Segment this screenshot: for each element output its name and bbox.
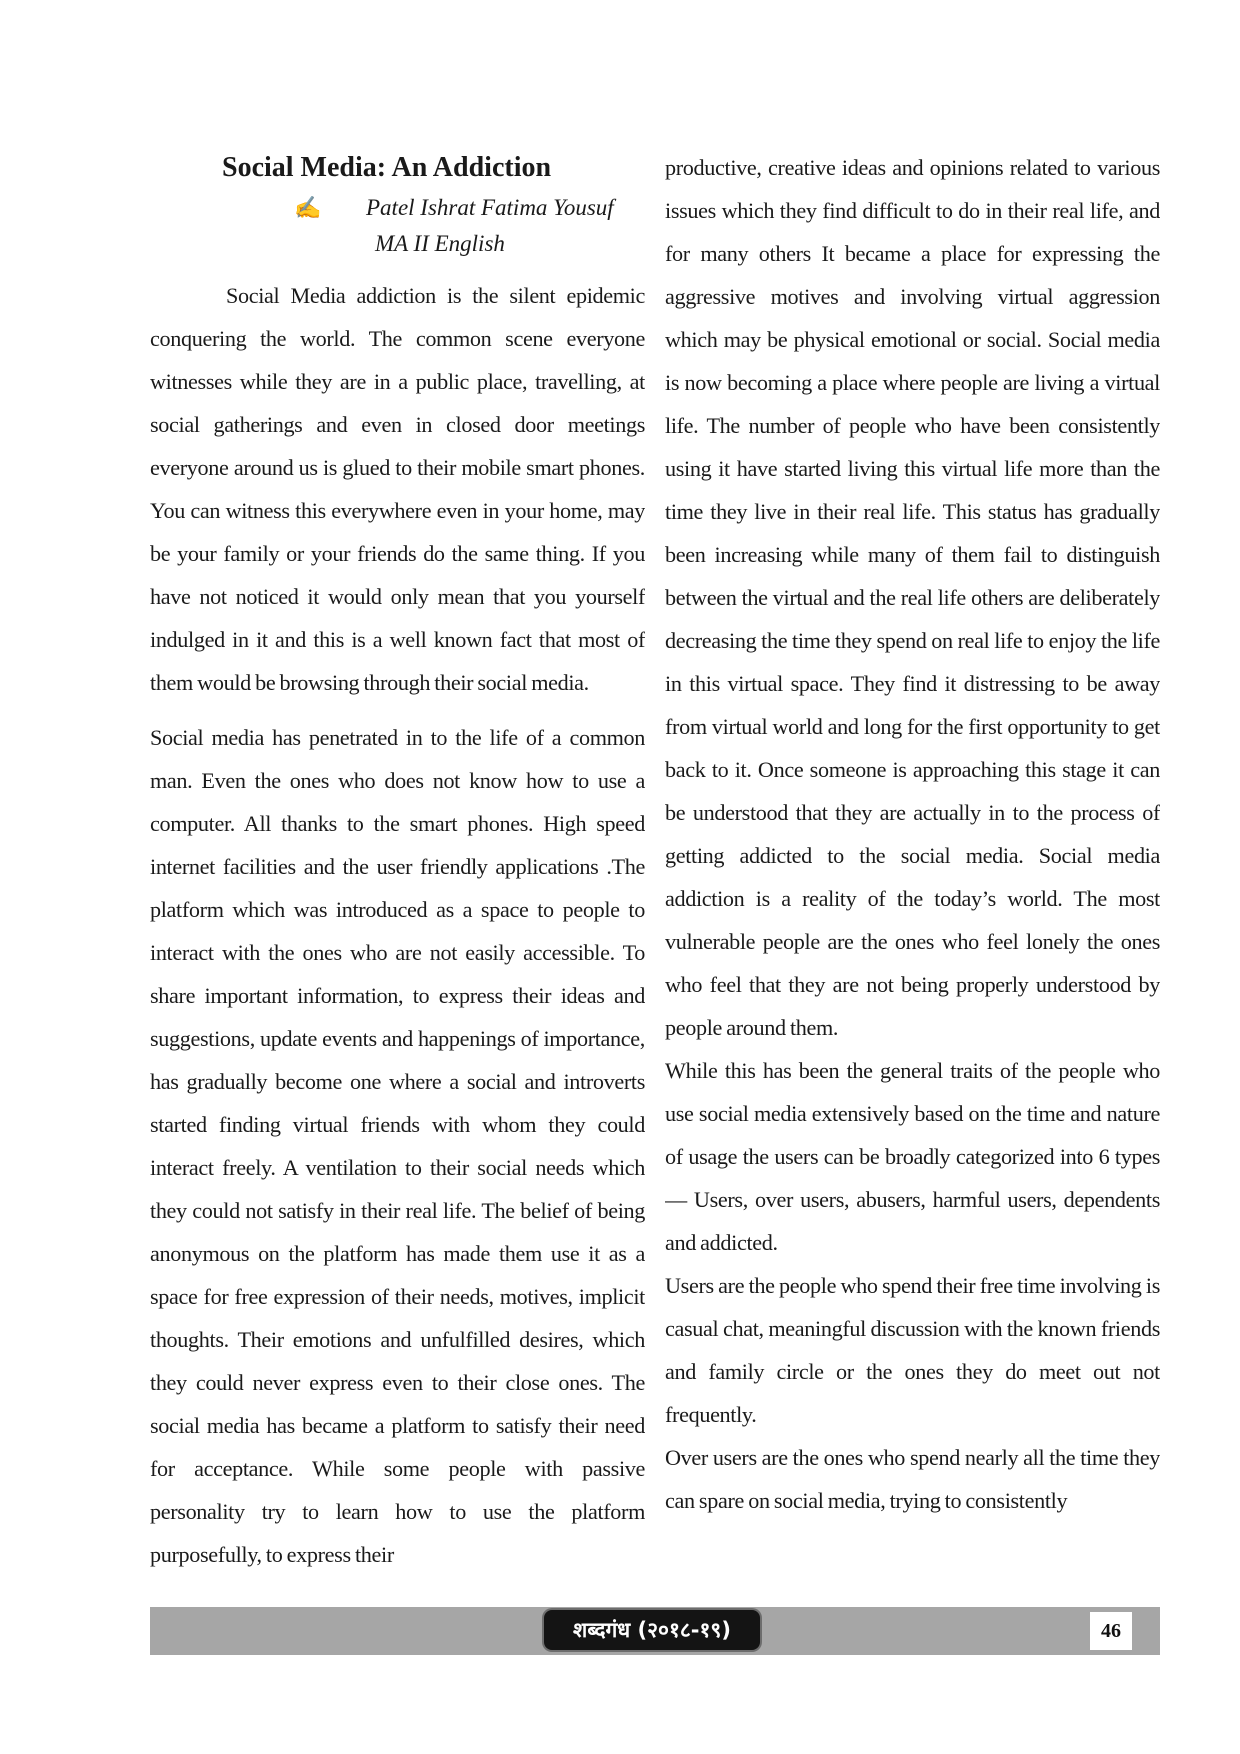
footer-bar [150,1607,1160,1655]
author-name: Patel Ishrat Fatima Yousuf [366,195,614,220]
paragraph: Over users are the ones who spend nearly all the time they can spare on social media, trying to consistently [665,1445,1160,1513]
author-course: MA II English [375,231,505,256]
writing-hand-icon: ✍ [294,195,322,220]
page-number: 46 [1090,1612,1132,1650]
paragraph: Users are the people who spend their free time involving is casual chat, meaningful discussion with the known friends and family circle or the ones they do meet out not frequently. [665,1273,1160,1427]
paragraph: productive, creative ideas and opinions related to various issues which they find difficult to do in their real life, and for many others It became a place for expressing the aggressive motives and involving virtual aggression which may be physical emotional or social. Social media is now becoming a place where people are living a virtual life. The number of people who have been consistently using it have started living this virtual life more than the time they live in their real life. This status has gradually been increasing while many of them fail to distinguish between the virtual and the real life others are deliberately decreasing the time they spend on real life to enjoy the life in this virtual space. They find it distressing to be away from virtual world and long for the first opportunity to get back to it. Once someone is approaching this stage it can be understood that they are actually in to the process of getting addicted to the social media. Social media addiction is a reality of the today’s world. The most vulnerable people are the ones who feel lonely the ones who feel that they are not being properly understood by people around them. [665,155,1160,1040]
journal-name-badge: शब्दगंध (२०१८-१९) [544,1610,760,1650]
article-title: Social Media: An Addiction [222,152,552,183]
paragraph: Social Media addiction is the silent epidemic conquering the world. The common scene everyone witnesses while they are in a public place, travelling, at social gatherings and even in closed door meetings everyone around us is glued to their mobile smart phones. You can witness this everywhere even in your home, may be your family or your friends do the same thing. If you have not noticed it would only mean that you yourself indulged in it and this is a well known fact that most of them would be browsing through their social media. [150,283,645,695]
left-column [150,146,645,1586]
paragraph: While this has been the general traits of the people who use social media extensively based on the time and nature of usage the users can be broadly categorized into 6 types— Users, over users, abusers, harmful users, dependents and addicted. [665,1058,1160,1255]
author-line [150,190,645,226]
paragraph: Social media has penetrated in to the life of a common man. Even the ones who does not know how to use a computer. All thanks to the smart phones. High speed internet facilities and the user friendly applications .The platform which was introduced as a space to people to interact with the ones who are not easily accessible. To share important information, to express their ideas and suggestions, update events and happenings of importance, has gradually become one where a social and introverts started finding virtual friends with whom they could interact freely. A ventilation to their social needs which they could not satisfy in their real life. The belief of being anonymous on the platform has made them use it as a space for free expression of their needs, motives, implicit thoughts. Their emotions and unfulfilled desires, which they could never express even to their close ones. The social media has became a platform to satisfy their need for acceptance. While some people with passive personality try to learn how to use the platform purposefully, to express their [150,725,645,1567]
right-column [665,146,1160,1586]
